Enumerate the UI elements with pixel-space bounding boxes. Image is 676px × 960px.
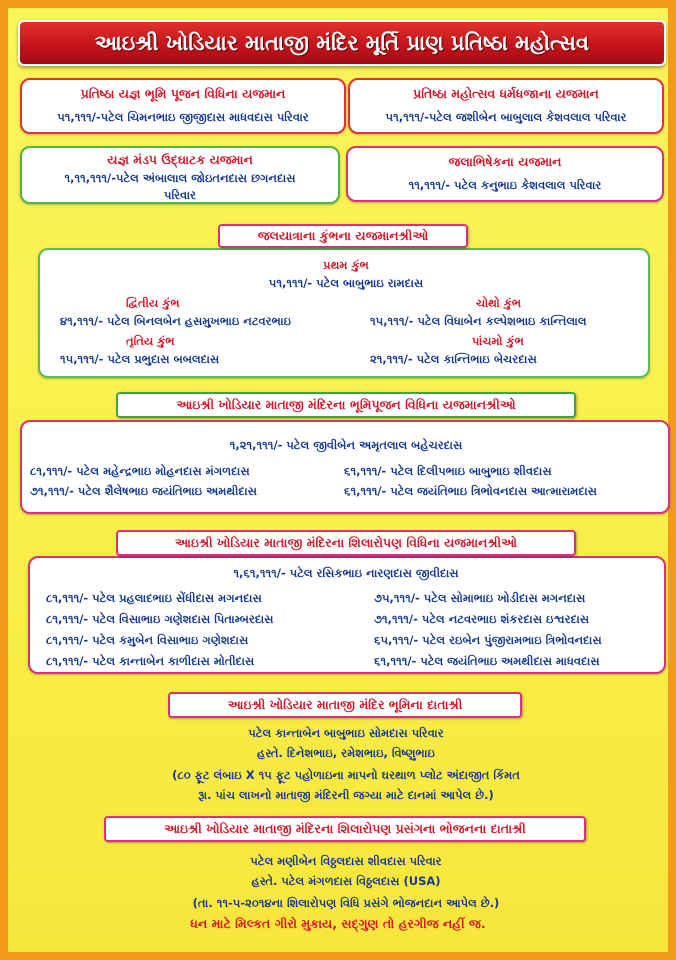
box-jalabhishek: [346, 146, 664, 202]
bhoomidata-line-1: પટેલ કાન્તાબેન બાબુભાઇ સોમદાસ પરિવાર: [248, 726, 444, 740]
poster-title: આઇશ્રી ખોડિયાર માતાજી મંદિર મૂર્તિ પ્રાણ પ્રતિષ્ઠા મહોત્સવ: [18, 20, 666, 66]
footer-motto: ધન માટે મિલ્કત ગીરો મુકાય, સદ્ગુણ તો હરગીજ નહીં જ.: [190, 916, 486, 931]
bhoomipujan-right-2: ૬૧,૧૧૧/- પટેલ જયંતિભાઇ ત્રિભોવનદાસ આત્મારામદાસ: [344, 484, 597, 498]
bhoomidata-line-4: રૂા. પાંચ લાખનો માતાજી મંદિરની જગ્યા માટે દાનમાં આપેલ છે.): [198, 788, 494, 802]
bhojan-label: આઇશ્રી ખોડિયાર માતાજી મંદિરના શિલારોપણ પ્રસંગના ભોજનના દાતાશ્રી: [104, 816, 586, 842]
kumbh-second-line: ૪૧,૧૧૧/- પટેલ બિનલબેન હસમુખભાઇ નટવરભાઇ: [60, 314, 292, 328]
bhoomipujan-left-1: ૮૧,૧૧૧/- પટેલ મહેન્દ્રભાઇ મોહનદાસ મંગળદાસ: [30, 464, 250, 478]
box-jalabhishek-title: જલાભિષેકના યજમાન: [448, 154, 562, 169]
bhoomipujan-top: ૧,૨૧,૧૧૧/- પટેલ જીવીબેન અમૃતલાલ બહેચરદાસ: [229, 438, 463, 452]
box-dharmadhaja-line: ૫૧,૧૧૧/-પટેલ જશીબેન બાબુલાલ કેશવલાલ પરિવાર: [385, 110, 627, 124]
kumbh-fourth-line: ૧૫,૧૧૧/- પટેલ વિધાબેન કલ્પેશભાઇ કાન્તિલાલ: [370, 314, 587, 328]
bhoomipujan-label: આઇશ્રી ખોડિયાર માતાજી મંદિરના ભૂમિપૂજન વિધિના યજમાનશ્રીઓ: [116, 392, 576, 418]
box-yagna-mandap: [20, 146, 340, 204]
box-pratishtha-yagna-line: ૫૧,૧૧૧/-પટેલ ચિમનભાઇ જીજીદાસ માધવદાસ પરિવાર: [57, 110, 309, 124]
box-yagna-mandap-line2: પરિવાર: [164, 188, 196, 202]
bhojan-line-2: હસ્તે. પટેલ મંગળદાસ વિઠ્ઠલદાસ (USA): [251, 874, 441, 888]
shilaropan-right-2: ૭૧,૧૧૧/- પટેલ નટવરભાઇ શંકરદાસ ઇશ્વરદાસ: [374, 612, 590, 626]
shilaropan-label: આઇશ્રી ખોડિયાર માતાજી મંદિરના શિલારોપણ વિધિના યજમાનશ્રીઓ: [116, 530, 576, 556]
shilaropan-left-4: ૮૧,૧૧૧/- પટેલ કાન્તાબેન કાળીદાસ મોતીદાસ: [46, 654, 255, 668]
kumbh-first-title: પ્રથમ કુંભ: [323, 258, 369, 272]
bhojan-line-3: (તા. ૧૧-૫-૨૦૧૪ના શિલારોપણ વિધિ પ્રસંગે ભોજનદાન આપેલ છે.): [192, 896, 500, 910]
kumbh-second-title: દ્વિતીય કુંભ: [126, 296, 180, 310]
box-jalabhishek-line: ૧૧,૧૧૧/- પટેલ કનુભાઇ કેશવલાલ પરિવાર: [408, 178, 602, 192]
bhoomipujan-left-2: ૭૧,૧૧૧/- પટેલ શૈલેષભાઇ જયંતિભાઇ અમથીદાસ: [30, 484, 257, 498]
kumbh-fourth-title: ચોથો કુંભ: [476, 296, 522, 310]
bhoomidata-label: આઇશ્રી ખોડિયાર માતાજી મંદિર ભૂમિના દાતાશ્રી: [168, 692, 522, 718]
bhojan-line-1: પટેલ મણીબેન વિઠ્ઠલદાસ શીવદાસ પરિવાર: [250, 854, 442, 868]
shilaropan-top: ૧,૬૧,૧૧૧/- પટેલ રસિકભાઇ નારણદાસ જીવીદાસ: [233, 566, 459, 580]
box-pratishtha-yagna-title: પ્રતિષ્ઠા યજ્ઞ ભૂમિ પૂજન વિધિના યજમાન: [80, 86, 286, 101]
bhoomipujan-right-1: ૬૧,૧૧૧/- પટેલ દિલીપભાઇ બાબુભાઇ શીવદાસ: [344, 464, 552, 478]
box-dharmadhaja-title: પ્રતિષ્ઠા મહોત્સવ ધર્મધજાના યજમાન: [413, 86, 599, 101]
bhoomidata-line-2: હસ્તે. દિનેશભાઇ, રમેશભાઇ, વિષ્ણુભાઇ: [257, 746, 435, 760]
shilaropan-left-3: ૮૧,૧૧૧/- પટેલ કમુબેન વિસાભાઇ ગણેશદાસ: [46, 633, 249, 647]
box-dharmadhaja: [348, 78, 664, 134]
shilaropan-right-4: ૬૧,૧૧૧/- પટેલ જયંતિભાઇ અમથીદાસ માધવદાસ: [374, 654, 600, 668]
shilaropan-left-2: ૮૧,૧૧૧/- પટેલ વિસાભાઇ ગણેશદાસ પિતામ્બરદાસ: [46, 612, 274, 626]
kumbh-fifth-line: ૨૧,૧૧૧/- પટેલ કાન્તિભાઇ બેચરદાસ: [370, 352, 537, 366]
shilaropan-right-1: ૭૫,૧૧૧/- પટેલ સોમાભાઇ ખોડીદાસ મગનદાસ: [374, 591, 586, 605]
box-yagna-mandap-line1: ૧,૧૧,૧૧૧/-પટેલ અંબાલાલ જોઇતનદાસ છગનદાસ: [64, 171, 296, 185]
box-yagna-mandap-title: યજ્ઞ મંડપ ઉદ્ઘાટક યજમાન: [107, 152, 253, 167]
bhoomidata-line-3: (૮૦ ફૂટ લંબાઇ X ૧૫ ફૂટ પહોળાઇના માપનો ઘરથાળ પ્લોટ અંદાજીત કિંમત: [172, 768, 520, 782]
kumbh-third-line: ૧૫,૧૧૧/- પટેલ પ્રભુદાસ બબલદાસ: [60, 352, 220, 366]
kumbh-third-title: તૃતિય કુંભ: [126, 334, 175, 348]
box-pratishtha-yagna: [20, 78, 346, 134]
kumbh-fifth-title: પાંચમો કુંભ: [472, 334, 524, 348]
shilaropan-right-3: ૬૫,૧૧૧/- પટેલ રઇબેન પુંજીરામભાઇ ત્રિભોવનદાસ: [374, 633, 602, 647]
kumbh-first-line: ૫૧,૧૧૧/- પટેલ બાબુભાઇ રામદાસ: [268, 276, 424, 290]
shilaropan-left-1: ૮૧,૧૧૧/- પટેલ પ્રહલાદભાઇ સેંધીદાસ મગનદાસ: [46, 591, 262, 605]
jalyatra-label: જલયાત્રાના કુંભના યજમાનશ્રીઓ: [218, 224, 468, 248]
